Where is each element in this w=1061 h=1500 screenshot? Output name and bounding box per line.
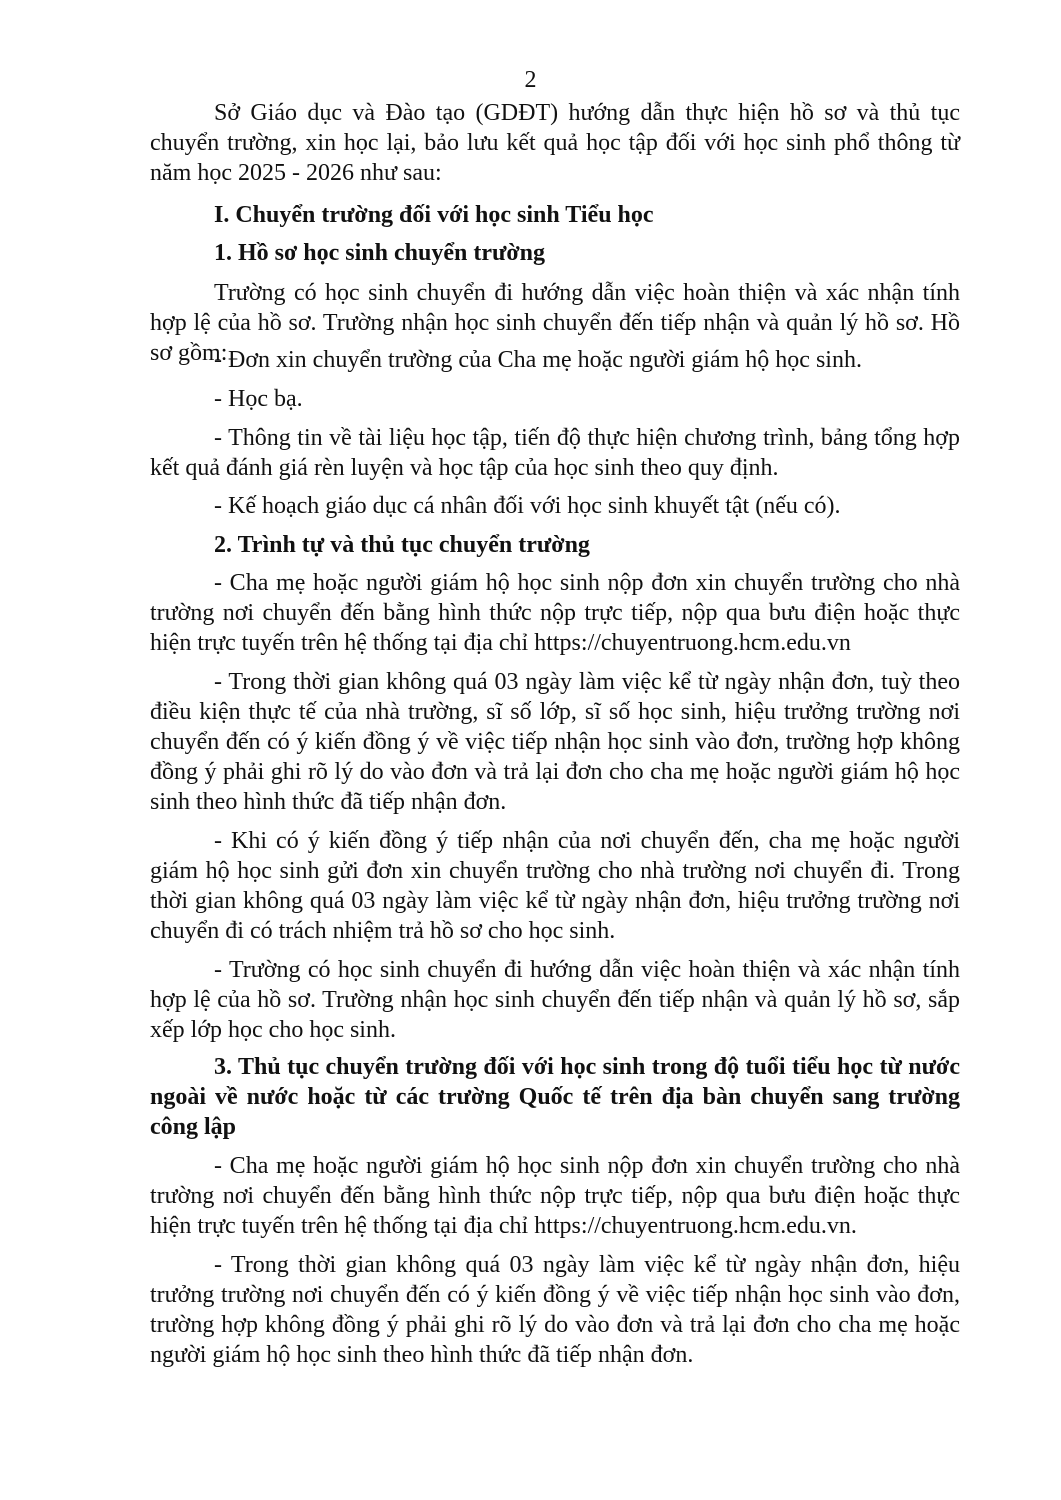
sub-2-paragraph: - Cha mẹ hoặc người giám hộ học sinh nộp đơn xin chuyển trường cho nhà trường nơi chuyển đến bằng hình thức nộp trực tiếp, nộp qua bưu điện hoặc thực hiện trực tuyến trên hệ thống tại địa chỉ https://chuyentruong.hcm.edu.vn — [150, 570, 960, 656]
section-1-title: I. Chuyển trường đối với học sinh Tiểu học — [214, 202, 654, 228]
sub-1-item: - Thông tin về tài liệu học tập, tiến độ thực hiện chương trình, bảng tổng hợp kết quả đánh giá rèn luyện và học tập của học sinh theo quy định. — [150, 425, 960, 481]
sub-1-item: - Đơn xin chuyển trường của Cha mẹ hoặc người giám hộ học sinh. — [214, 347, 862, 373]
sub-2-paragraph: - Trường có học sinh chuyển đi hướng dẫn việc hoàn thiện và xác nhận tính hợp lệ của hồ sơ. Trường nhận học sinh chuyển đến tiếp nhận và quản lý hồ sơ, sắp xếp lớp học cho học sinh. — [150, 957, 960, 1043]
sub-1-item: - Kế hoạch giáo dục cá nhân đối với học sinh khuyết tật (nếu có). — [214, 493, 841, 519]
sub-2-paragraph: - Khi có ý kiến đồng ý tiếp nhận của nơi chuyển đến, cha mẹ hoặc người giám hộ học sinh gửi đơn xin chuyển trường cho nhà trường nơi chuyển đi. Trong thời gian không quá 03 ngày làm việc kể từ ngày nhận đơn, hiệu trưởng trường nơi chuyển đi có trách nhiệm trả hồ sơ cho học sinh. — [150, 828, 960, 944]
page-number: 2 — [524, 67, 537, 93]
sub-2-title: 2. Trình tự và thủ tục chuyển trường — [214, 532, 590, 558]
sub-3-paragraph: - Cha mẹ hoặc người giám hộ học sinh nộp đơn xin chuyển trường cho nhà trường nơi chuyển đến bằng hình thức nộp trực tiếp, nộp qua bưu điện hoặc thực hiện trực tuyến trên hệ thống tại địa chỉ https://chuyentruong.hcm.edu.vn. — [150, 1153, 960, 1239]
sub-1-title: 1. Hồ sơ học sinh chuyển trường — [214, 240, 546, 266]
sub-2-paragraph: - Trong thời gian không quá 03 ngày làm việc kể từ ngày nhận đơn, tuỳ theo điều kiện thực tế của nhà trường, sĩ số lớp, sĩ số học sinh, hiệu trưởng trường nơi chuyển đến có ý kiến đồng ý về việc tiếp nhận học sinh vào đơn, trường hợp không đồng ý phải ghi rõ lý do vào đơn và trả lại đơn cho cha mẹ hoặc người giám hộ học sinh theo hình thức đã tiếp nhận đơn. — [150, 669, 960, 815]
intro-paragraph: Sở Giáo dục và Đào tạo (GDĐT) hướng dẫn thực hiện hồ sơ và thủ tục chuyển trường, xin học lại, bảo lưu kết quả học tập đối với học sinh phổ thông từ năm học 2025 - 2026 như sau: — [150, 100, 960, 186]
sub-3-paragraph: - Trong thời gian không quá 03 ngày làm việc kể từ ngày nhận đơn, hiệu trưởng trường nơi chuyển đến có ý kiến đồng ý về việc tiếp nhận học sinh vào đơn, trường hợp không đồng ý phải ghi rõ lý do vào đơn và trả lại đơn cho cha mẹ hoặc người giám hộ học sinh theo hình thức đã tiếp nhận đơn. — [150, 1252, 960, 1368]
sub-3-title: 3. Thủ tục chuyển trường đối với học sinh trong độ tuổi tiểu học từ nước ngoài về nước hoặc từ các trường Quốc tế trên địa bàn chuyển sang trường công lập — [150, 1054, 960, 1140]
sub-1-intro: Trường có học sinh chuyển đi hướng dẫn việc hoàn thiện và xác nhận tính hợp lệ của hồ sơ. Trường nhận học sinh chuyển đến tiếp nhận và quản lý hồ sơ. Hồ sơ gồm: — [150, 280, 960, 366]
sub-1-item: - Học bạ. — [214, 386, 303, 412]
